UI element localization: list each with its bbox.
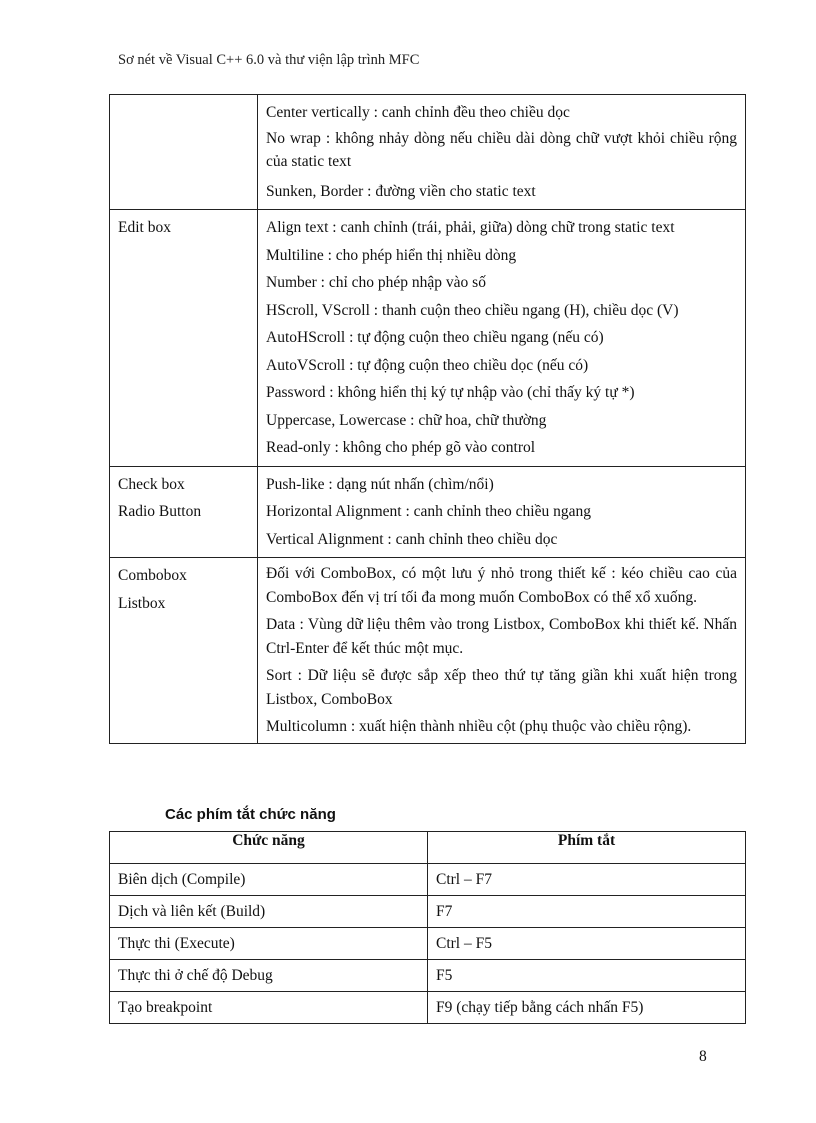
property-line: Multiline : cho phép hiển thị nhiều dòng (266, 246, 517, 264)
table-row (110, 95, 746, 210)
table-row (110, 210, 746, 467)
control-name: Radio Button (118, 503, 202, 520)
table-row (110, 558, 746, 744)
shortcut-cell: F5 (428, 960, 746, 992)
function-cell: Dịch và liên kết (Build) (110, 896, 428, 928)
table-header-row (110, 832, 746, 864)
property-line: No wrap : không nhảy dòng nếu chiều dài dòng chữ vượt khỏi chiều rộng của static text (266, 129, 737, 170)
control-properties-table (109, 94, 746, 744)
table-row (110, 928, 746, 960)
property-line: Number : chỉ cho phép nhập vào số (266, 274, 486, 291)
control-name: Check box (118, 475, 185, 493)
property-description-cell (258, 95, 746, 210)
table-row (110, 960, 746, 992)
property-line: Center vertically : canh chỉnh đều theo chiều dọc (266, 104, 570, 121)
table-row (110, 466, 746, 558)
table-row (110, 864, 746, 896)
shortcut-cell: Ctrl – F5 (428, 928, 746, 960)
function-cell: Thực thi (Execute) (110, 928, 428, 960)
section-title: Các phím tắt chức năng (165, 806, 336, 823)
property-line: Horizontal Alignment : canh chỉnh theo chiều ngang (266, 503, 591, 520)
table-row (110, 896, 746, 928)
shortcut-cell: F7 (428, 896, 746, 928)
property-line: Uppercase, Lowercase : chữ hoa, chữ thường (266, 411, 547, 429)
shortcut-keys-table (109, 831, 746, 1024)
function-cell: Thực thi ở chế độ Debug (110, 960, 428, 992)
control-name: Edit box (118, 219, 171, 236)
shortcut-cell: Ctrl – F7 (428, 864, 746, 896)
running-header: Sơ nét về Visual C++ 6.0 và thư viện lập trình MFC (118, 52, 420, 68)
property-description-cell (258, 558, 746, 744)
column-header-function: Chức năng (110, 832, 428, 864)
property-line: Multicolumn : xuất hiện thành nhiều cột (phụ thuộc vào chiều rộng). (266, 718, 692, 735)
property-line: AutoVScroll : tự động cuộn theo chiều dọc (nếu có) (266, 356, 589, 374)
control-name-cell (110, 466, 258, 558)
control-name-cell (110, 210, 258, 467)
property-line: Sunken, Border : đường viền cho static text (266, 182, 536, 200)
property-line: Push-like : dạng nút nhấn (chìm/nổi) (266, 475, 494, 493)
property-line: Vertical Alignment : canh chỉnh theo chiều dọc (266, 530, 558, 548)
property-line: AutoHScroll : tự động cuộn theo chiều ngang (nếu có) (266, 329, 604, 346)
function-cell: Biên dịch (Compile) (110, 864, 428, 896)
column-header-shortcut: Phím tắt (428, 832, 746, 864)
control-name-cell (110, 558, 258, 744)
property-description-cell (258, 466, 746, 558)
control-name-cell (110, 95, 258, 210)
control-name: Listbox (118, 594, 166, 612)
property-line: Sort : Dữ liệu sẽ được sắp xếp theo thứ tự tăng giần khi xuất hiện trong Listbox, ComboBox (266, 667, 737, 708)
property-line: Align text : canh chỉnh (trái, phải, giữa) dòng chữ trong static text (266, 219, 675, 236)
function-cell: Tạo breakpoint (110, 992, 428, 1024)
shortcut-cell: F9 (chạy tiếp bằng cách nhấn F5) (428, 992, 746, 1024)
property-description-cell (258, 210, 746, 467)
property-line: HScroll, VScroll : thanh cuộn theo chiều ngang (H), chiều dọc (V) (266, 301, 679, 319)
control-name: Combobox (118, 567, 187, 584)
property-line: Đối với ComboBox, có một lưu ý nhỏ trong thiết kế : kéo chiều cao của ComboBox đến vị trí tối đa mong muốn ComboBox có thể xổ xuống. (266, 565, 737, 606)
property-line: Read-only : không cho phép gõ vào control (266, 439, 536, 456)
property-line: Data : Vùng dữ liệu thêm vào trong Listbox, ComboBox khi thiết kế. Nhấn Ctrl-Enter để kết thúc một mục. (266, 616, 737, 657)
property-line: Password : không hiển thị ký tự nhập vào (chỉ thấy ký tự *) (266, 384, 635, 401)
table-row (110, 992, 746, 1024)
page-number: 8 (699, 1048, 707, 1065)
